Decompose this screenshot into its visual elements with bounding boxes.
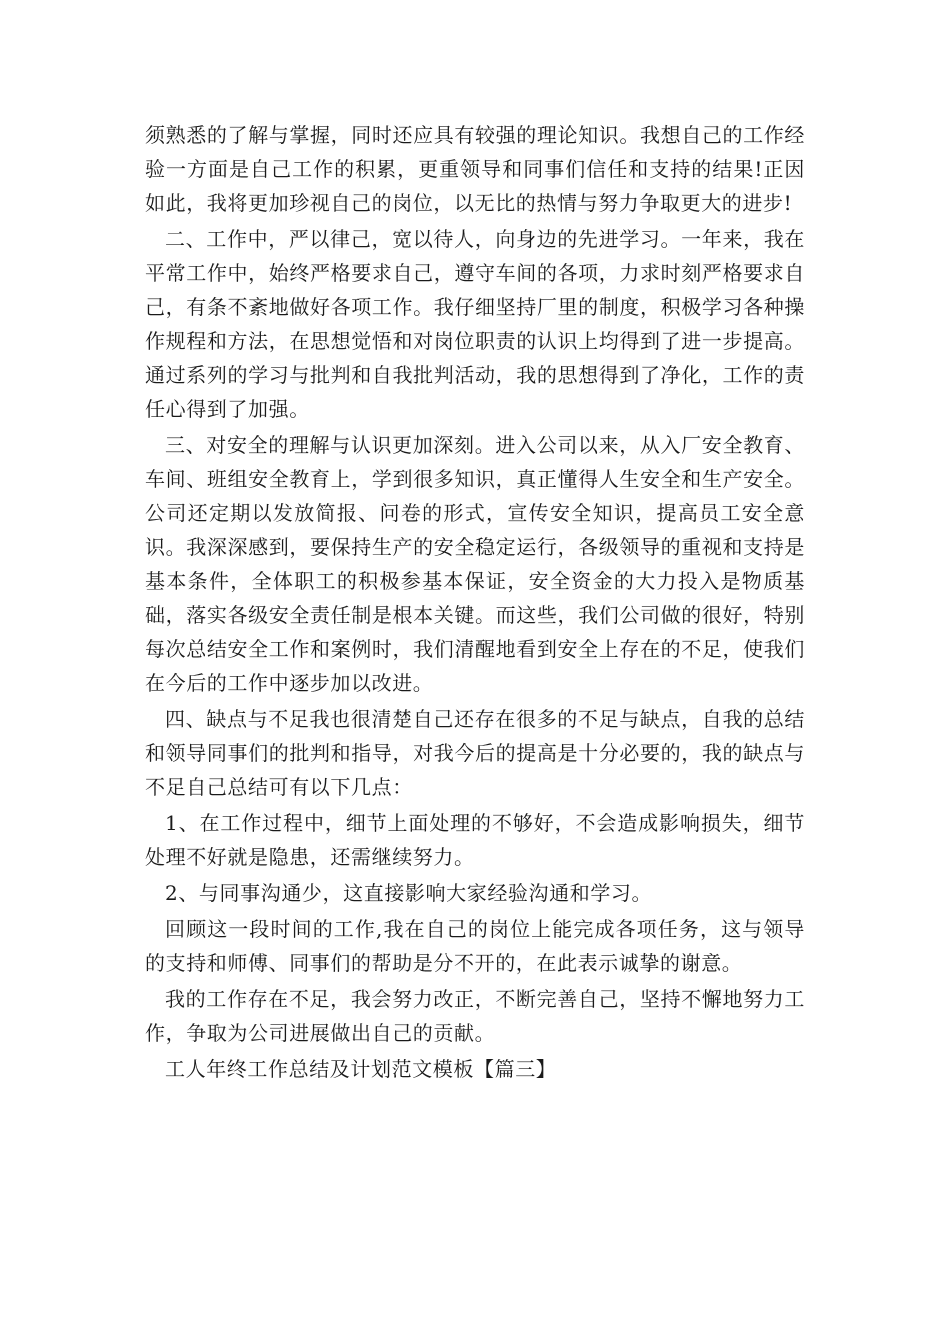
paragraph-review: 回顾这一段时间的工作,我在自己的岗位上能完成各项任务，这与领导的支持和师傅、同事们的帮助是分不开的，在此表示诚挚的谢意。	[145, 917, 805, 975]
paragraph-point-one: 1、在工作过程中，细节上面处理的不够好，不会造成影响损失，细节处理不好就是隐患，还需继续努力。	[145, 811, 805, 869]
paragraph-point-two: 2、与同事沟通少，这直接影响大家经验沟通和学习。	[165, 881, 653, 905]
paragraph-section-three: 三、对安全的理解与认识更加深刻。进入公司以来，从入厂安全教育、车间、班组安全教育上，学到很多知识，真正懂得人生安全和生产安全。公司还定期以发放简报、问卷的形式，宣传安全知识，提高员工安全意识。我深深感到，要保持生产的安全稳定运行，各级领导的重视和支持是基本条件，全体职工的积极参基本保证，安全资金的大力投入是物质基础，落实各级安全责任制是根本关键。而这些，我们公司做的很好，特别每次总结安全工作和案例时，我们清醒地看到安全上存在的不足，使我们在今后的工作中逐步加以改进。	[145, 433, 805, 695]
paragraph-section-two: 二、工作中，严以律己，宽以待人，向身边的先进学习。一年来，我在平常工作中，始终严格要求自己，遵守车间的各项，力求时刻严格要求自己，有条不紊地做好各项工作。我仔细坚持厂里的制度，积极学习各种操作规程和方法，在思想觉悟和对岗位职责的认识上均得到了进一步提高。通过系列的学习与批判和自我批判活动，我的思想得到了净化，工作的责任心得到了加强。	[145, 227, 805, 421]
section-title-part-three: 工人年终工作总结及计划范文模板【篇三】	[165, 1057, 557, 1081]
document-page	[145, 118, 805, 1086]
paragraph-conclusion: 我的工作存在不足，我会努力改正，不断完善自己，坚持不懈地努力工作，争取为公司进展做出自己的贡献。	[145, 987, 805, 1045]
paragraph-continuation: 须熟悉的了解与掌握，同时还应具有较强的理论知识。我想自己的工作经验一方面是自己工作的积累，更重领导和同事们信任和支持的结果!正因如此，我将更加珍视自己的岗位，以无比的热情与努力争取更大的进步!	[145, 123, 805, 215]
paragraph-section-four: 四、缺点与不足我也很清楚自己还存在很多的不足与缺点，自我的总结和领导同事们的批判和指导，对我今后的提高是十分必要的，我的缺点与不足自己总结可有以下几点：	[145, 707, 805, 799]
